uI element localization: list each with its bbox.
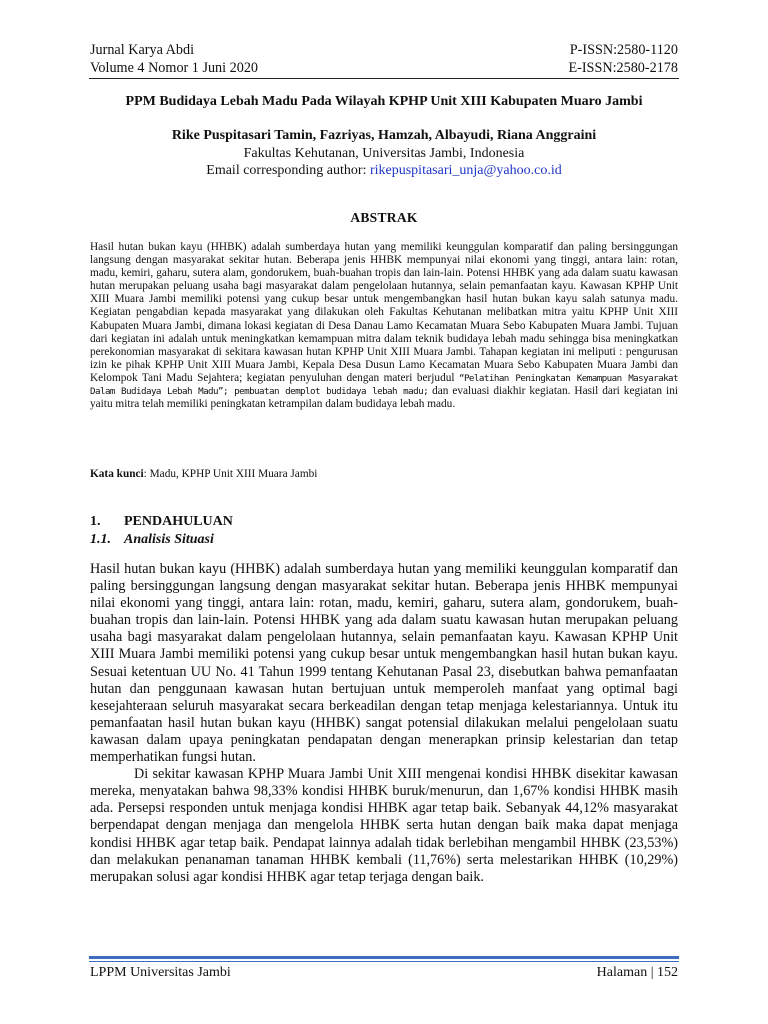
section-title: PENDAHULUAN — [124, 514, 233, 529]
email-link[interactable]: rikepuspitasari_unja@yahoo.co.id — [369, 163, 562, 178]
affiliation: Fakultas Kehutanan, Universitas Jambi, Indonesia — [243, 146, 525, 161]
keywords-line — [90, 468, 678, 480]
abstract-body-end: dan evaluasi diakhir kegiatan. Hasil dari kegiatan ini yaitu mitra telah memiliki peningkatan ketrampilan dalam budidaya lebah madu. — [90, 385, 678, 411]
keywords-label: Kata kunci — [90, 468, 144, 480]
running-footer — [90, 965, 678, 981]
section-heading — [90, 514, 233, 530]
page-number: Halaman | 152 — [596, 965, 678, 980]
keywords-value: : Madu, KPHP Unit XIII Muara Jambi — [143, 468, 318, 480]
subsection-heading — [90, 532, 214, 548]
footer-divider-thin — [89, 961, 679, 962]
author-list: Rike Puspitasari Tamin, Fazriyas, Hamzah, Albayudi, Riana Anggraini — [171, 128, 597, 143]
print-issn: P-ISSN:2580-1120 — [569, 42, 678, 58]
paragraph: Di sekitar kawasan KPHP Muara Jambi Unit XIII mengenai kondisi HHBK disekitar kawasan mereka, menyatakan bahwa 98,33% kondisi HHBK buruk/menurun, dan 1,67% kondisi HHBK masih ada. Persepsi responden untuk menjaga kondisi HHBK agar tetap baik. Sebanyak 44,12% masyarakat berpendapat dengan menjaga dan mengelola HHBK serta hutan dengan baik maka dapat menjaga kondisi HHBK agar tetap baik. Pendapat lainnya adalah tidak berlebihan mengambil HHBK (23,53%) dan melakukan penanaman tanaman HHBK kembali (11,76%) serta melestarikan HHBK (10,29%) merupakan solusi agar kondisi HHBK agar tetap terjaga dengan baik. — [90, 766, 678, 885]
subsection-title: Analisis Situasi — [124, 532, 214, 547]
abstract-heading: ABSTRAK — [350, 210, 418, 225]
running-header — [90, 42, 678, 77]
paragraph: Hasil hutan bukan kayu (HHBK) adalah sumberdaya hutan yang memiliki keunggulan komparatif dan paling bersinggungan langsung dengan masyarakat sekitar hutan. Beberapa jenis HHBK mempunyai nilai ekonomi yang tinggi, antara lain: rotan, madu, kemiri, gaharu, sutera alam, gondorukem, buah-buahan tropis dan lain-lain. Potensi HHBK yang ada dalam suatu kawasan hutan merupakan peluang usaha bagi masyarakat dalam pengelolaan hutannya, selain pemanfaatan kayu. Kawasan KPHP Unit XIII Muara Jambi memiliki potensi yang cukup besar untuk mengembangkan hasil hutan bukan kayu. Sesuai ketentuan UU No. 41 Tahun 1999 tentang Kehutanan Pasal 23, disebutkan bahwa pemanfaatan hutan dan penggunaan kawasan hutan bertujuan untuk memperoleh manfaat yang optimal bagi kesejahteraan seluruh masyarakat secara berkeadilan dengan tetap menjaga kelestariannya. Untuk itu pemanfaatan hasil hutan bukan kayu (HHBK) sangat potensial dilakukan melalui pengelolaan suatu kawasan dalam upaya peningkatan pendapatan dengan menerapkan prinsip kelestarian dan tetap memperhatikan fungsi hutan. — [90, 561, 678, 766]
subsection-number: 1.1. — [90, 532, 111, 547]
header-divider — [89, 78, 679, 79]
journal-name: Jurnal Karya Abdi — [90, 42, 195, 58]
volume-issue: Volume 4 Nomor 1 Juni 2020 — [90, 59, 259, 76]
body-text — [90, 561, 678, 886]
footer-publisher: LPPM Universitas Jambi — [90, 965, 231, 980]
abstract-quoted-title: “Pelatihan Peningkatan Kemampuan Masyarakat Dalam Budidaya Lebah Madu”; pembuatan demplot budidaya lebah madu; — [90, 372, 679, 398]
email-label: Email corresponding author: — [206, 163, 370, 178]
abstract-text — [90, 241, 678, 411]
footer-divider — [89, 956, 679, 959]
electronic-issn: E-ISSN:2580-2178 — [568, 59, 678, 76]
email-line — [60, 162, 708, 179]
abstract-body-start: Hasil hutan bukan kayu (HHBK) adalah sumberdaya hutan yang memiliki keunggulan komparatif dan paling bersinggungan langsung dengan masyarakat sekitar hutan. Beberapa jenis HHBK mempunyai nilai ekonomi yang tinggi, antara lain: rotan, madu, kemiri, gaharu, sutera alam, gondorukem, buah-buahan tropis dan lain-lain. Potensi HHBK yang ada dalam suatu kawasan hutan merupakan peluang usaha bagi masyarakat dalam pengelolaan hutannya, selain pemanfaatan kayu. Kawasan KPHP Unit XIII Muara Jambi memiliki potensi yang cukup besar untuk mengembangkan hasil hutan bukan kayu salah satunya madu. Kegiatan pengabdian kepada masyarakat yang dilakukan oleh Fakultas Kehutanan melibatkan mitra yaitu KPHP Unit XIII Kabupaten Muara Jambi, dimana lokasi kegiatan di Desa Danau Lamo Kecamatan Muara Sebo Kabupaten Muara Jambi. Tujuan dari kegiatan ini adalah untuk meningkatkan kemampuan mitra dalam teknik budidaya lebah madu sehingga bisa meningkatkan perekonomian masyarakat di sekitara kawasan hutan KPHP Unit XIII Muara Jambi. Tahapan kegiatan ini meliputi : pengurusan izin ke pihak KPHP Unit XIII Muara Jambi, Kepala Desa Dusun Lamo Kecamatan Muara Sebo Kabupaten Muara Jambi dan Kelompok Tani Madu Sejahtera; kegiatan penyuluhan dengan materi berjudul — [90, 241, 678, 384]
section-number: 1. — [90, 514, 101, 529]
affiliation-block — [60, 145, 708, 179]
paper-title: PPM Budidaya Lebah Madu Pada Wilayah KPHP Unit XIII Kabupaten Muaro Jambi — [125, 94, 643, 109]
